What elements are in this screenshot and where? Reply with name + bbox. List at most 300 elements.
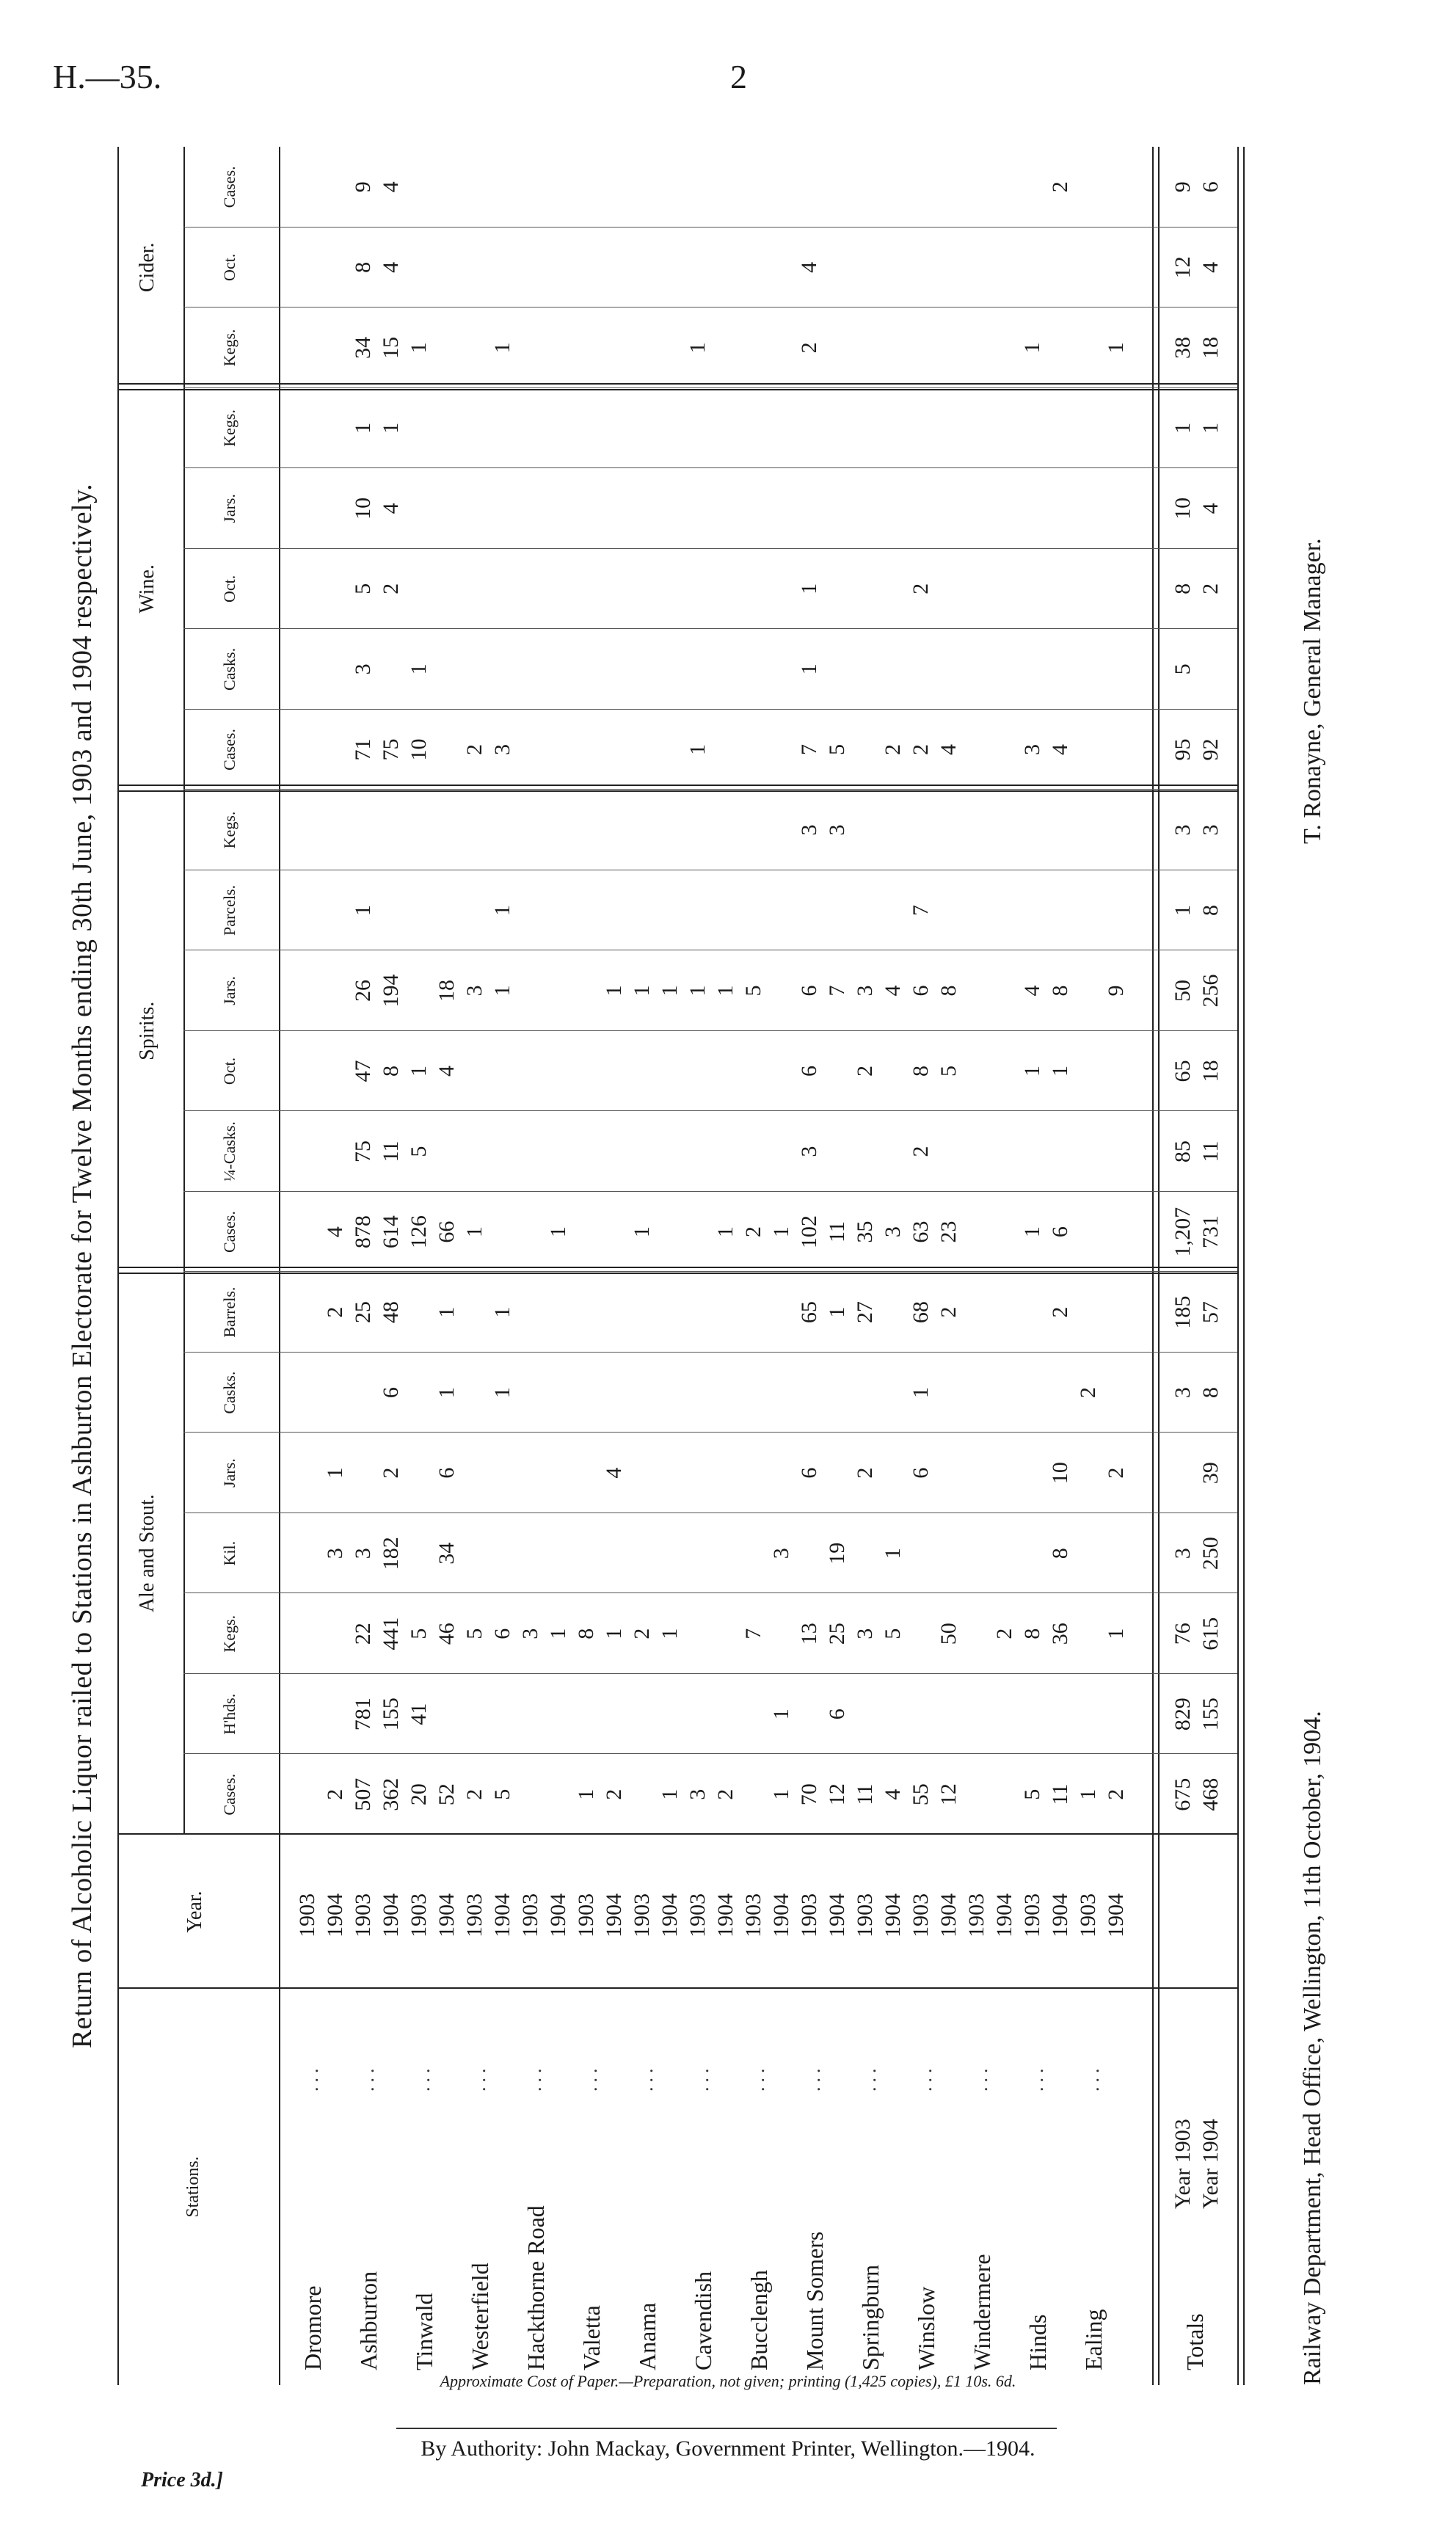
table-cell: 2 (379, 1467, 403, 1479)
station-name: Winslow (913, 2286, 939, 2370)
totals-cell: 5 (1171, 663, 1195, 675)
table-cell: 23 (936, 1220, 961, 1243)
row-year: 1903 (295, 1893, 319, 1937)
totals-cell: 155 (1198, 1697, 1223, 1731)
table-cell: 4 (434, 1066, 459, 1077)
table-cell: 3 (797, 1146, 821, 1157)
totals-year: Year 1903 (1171, 2119, 1195, 2209)
column-divider (183, 1673, 1237, 1674)
table-cell: 9 (1104, 985, 1128, 997)
table-cell: 5 (407, 1146, 431, 1157)
cost-of-paper: Approximate Cost of Paper.—Preparation, not given; printing (1,425 copies), £1 10s. 6d. (440, 2372, 1016, 2390)
table-cell: 10 (1048, 1462, 1072, 1485)
rotated-return-table (66, 147, 1387, 2385)
totals-cell: 92 (1198, 738, 1223, 761)
totals-cell: 250 (1198, 1537, 1223, 1570)
table-cell: 1 (685, 342, 710, 354)
leader-dots: ... (859, 2064, 880, 2092)
stations-header: Stations. (183, 2156, 203, 2218)
table-cell: 8 (1020, 1628, 1044, 1639)
table-cell: 1 (658, 985, 682, 997)
column-header: Jars. (220, 976, 239, 1005)
table-cell: 9 (351, 181, 375, 193)
column-header: Cases. (220, 1211, 239, 1253)
totals-cell: 95 (1171, 738, 1195, 761)
table-cell: 1 (602, 985, 626, 997)
manager-signature: T. Ronayne, General Manager. (1299, 538, 1326, 844)
table-cell: 1 (351, 422, 375, 434)
row-year: 1904 (546, 1893, 570, 1937)
table-cell: 1 (909, 1387, 933, 1399)
table-cell: 15 (379, 336, 403, 359)
table-cell: 2 (323, 1788, 347, 1800)
station-name: Westerfield (467, 2263, 493, 2370)
table-cell: 8 (936, 985, 961, 997)
totals-cell: 185 (1171, 1295, 1195, 1329)
table-cell: 5 (462, 1628, 487, 1639)
table-cell: 6 (434, 1467, 459, 1479)
totals-cell: 256 (1198, 974, 1223, 1008)
table-cell: 2 (797, 342, 821, 354)
table-cell: 4 (881, 1788, 905, 1800)
department-footer: Railway Department, Head Office, Wellington, 11th October, 1904. (1299, 1711, 1326, 2385)
table-cell: 55 (909, 1783, 933, 1806)
table-cell: 1 (658, 1788, 682, 1800)
table-cell: 41 (407, 1703, 431, 1725)
column-header: Casks. (220, 1371, 239, 1414)
totals-cell: 615 (1198, 1617, 1223, 1650)
table-cell: 1 (685, 743, 710, 755)
table-cell: 1 (434, 1387, 459, 1399)
table-cell: 2 (713, 1788, 738, 1800)
table-cell: 7 (797, 743, 821, 755)
totals-cell: 39 (1198, 1462, 1223, 1485)
column-header: Cases. (220, 729, 239, 771)
table-cell: 2 (853, 1467, 877, 1479)
table-cell: 507 (351, 1777, 375, 1811)
table-cell: 6 (797, 1467, 821, 1479)
table-cell: 19 (825, 1542, 849, 1565)
group-header: Ale and Stout. (136, 1494, 159, 1613)
table-cell: 1 (797, 583, 821, 594)
leader-dots: ... (636, 2064, 657, 2092)
row-year: 1903 (630, 1893, 654, 1937)
table-cell: 4 (379, 261, 403, 273)
row-year: 1903 (1020, 1893, 1044, 1937)
row-year: 1904 (992, 1893, 1016, 1937)
table-cell: 6 (797, 985, 821, 997)
row-year: 1903 (964, 1893, 989, 1937)
column-header: Oct. (220, 575, 239, 603)
table-cell: 6 (490, 1628, 514, 1639)
totals-cell: 65 (1171, 1060, 1195, 1082)
totals-cell: 8 (1198, 905, 1223, 916)
table-cell: 3 (351, 663, 375, 675)
row-year: 1904 (825, 1893, 849, 1937)
column-divider (183, 1110, 1237, 1111)
table-top-rule (117, 147, 119, 2385)
column-header: Jars. (220, 494, 239, 523)
row-year: 1903 (407, 1893, 431, 1937)
table-cell: 2 (881, 743, 905, 755)
table-cell: 25 (351, 1301, 375, 1324)
table-cell: 18 (434, 980, 459, 1002)
leader-dots: ... (691, 2064, 713, 2092)
column-header: Casks. (220, 647, 239, 691)
table-cell: 614 (379, 1215, 403, 1249)
totals-cell: 8 (1198, 1387, 1223, 1399)
row-year: 1903 (1076, 1893, 1100, 1937)
table-cell: 1 (825, 1306, 849, 1318)
group-header: Cider. (136, 242, 159, 293)
table-cell: 22 (351, 1623, 375, 1645)
table-cell: 1 (713, 985, 738, 997)
table-cell: 4 (323, 1226, 347, 1238)
column-header: Kegs. (220, 329, 239, 367)
table-cell: 2 (936, 1306, 961, 1318)
table-cell: 20 (407, 1783, 431, 1806)
table-cell: 1 (1104, 342, 1128, 354)
table-cell: 2 (909, 583, 933, 594)
station-name: Hinds (1024, 2314, 1051, 2370)
totals-cell: 8 (1171, 583, 1195, 594)
station-name: Cavendish (690, 2271, 716, 2370)
totals-cell: 11 (1198, 1140, 1223, 1162)
leader-dots: ... (357, 2064, 378, 2092)
table-cell: 11 (1048, 1783, 1072, 1805)
totals-cell: 12 (1171, 256, 1195, 279)
group-underline (183, 147, 185, 388)
year-header: Year. (183, 1890, 206, 1933)
table-cell: 5 (351, 583, 375, 594)
table-cell: 1 (407, 342, 431, 354)
leader-dots: ... (301, 2064, 322, 2092)
report-code: H.—35. (53, 58, 162, 95)
table-cell: 2 (853, 1066, 877, 1077)
table-cell: 878 (351, 1215, 375, 1249)
table-cell: 3 (351, 1548, 375, 1559)
table-cell: 1 (630, 1226, 654, 1238)
table-cell: 2 (992, 1628, 1016, 1639)
table-cell: 35 (853, 1220, 877, 1243)
station-name: Hackthorne Road (523, 2205, 549, 2370)
column-divider (183, 467, 1237, 468)
table-cell: 27 (853, 1301, 877, 1324)
table-cell: 68 (909, 1301, 933, 1324)
table-cell: 126 (407, 1215, 431, 1249)
totals-cell: 829 (1171, 1697, 1195, 1731)
totals-cell: 1 (1198, 422, 1223, 434)
station-name: Mount Somers (801, 2231, 828, 2370)
table-cell: 25 (825, 1623, 849, 1645)
table-cell: 3 (853, 1628, 877, 1639)
table-cell: 10 (351, 497, 375, 520)
column-header: Kegs. (220, 1615, 239, 1653)
group-header: Wine. (136, 564, 159, 614)
leader-dots: ... (914, 2064, 936, 2092)
row-year: 1903 (853, 1893, 877, 1937)
table-cell: 3 (853, 985, 877, 997)
table-cell: 3 (1020, 743, 1044, 755)
table-cell: 1 (546, 1226, 570, 1238)
table-cell: 48 (379, 1301, 403, 1324)
table-cell: 441 (379, 1617, 403, 1650)
column-header: H'hds. (220, 1693, 239, 1735)
table-cell: 4 (1020, 985, 1044, 997)
table-cell: 4 (1048, 743, 1072, 755)
table-cell: 2 (741, 1226, 765, 1238)
row-year: 1904 (658, 1893, 682, 1937)
table-cell: 2 (1076, 1387, 1100, 1399)
table-cell: 1 (462, 1226, 487, 1238)
table-cell: 4 (936, 743, 961, 755)
return-title: Return of Alcoholic Liquor railed to Stations in Ashburton Electorate for Twelve Months ending 30th June, 1903 and 1904 respectively. (67, 483, 98, 2049)
column-header: Parcels. (220, 884, 239, 936)
leader-dots: ... (468, 2064, 489, 2092)
table-cell: 1 (490, 1306, 514, 1318)
totals-cell: 2 (1198, 583, 1223, 594)
leader-dots: ... (580, 2064, 601, 2092)
group-underline (183, 388, 185, 790)
table-cell: 182 (379, 1537, 403, 1570)
totals-cell: 18 (1198, 336, 1223, 359)
table-cell: 11 (379, 1140, 403, 1162)
table-cell: 1 (1104, 1628, 1128, 1639)
table-cell: 3 (323, 1548, 347, 1559)
table-cell: 4 (881, 985, 905, 997)
totals-cell: 3 (1171, 1548, 1195, 1559)
table-cell: 3 (685, 1788, 710, 1800)
table-cell: 3 (769, 1548, 793, 1559)
table-cell: 6 (379, 1387, 403, 1399)
table-cell: 12 (936, 1783, 961, 1806)
table-cell: 1 (574, 1788, 598, 1800)
table-cell: 6 (909, 1467, 933, 1479)
table-cell: 1 (323, 1467, 347, 1479)
table-cell: 10 (407, 738, 431, 761)
station-name: Ashburton (355, 2271, 382, 2370)
column-divider (183, 387, 1237, 388)
table-cell: 3 (797, 824, 821, 836)
table-cell: 2 (1048, 181, 1072, 193)
totals-cell: 1 (1171, 905, 1195, 916)
table-cell: 7 (741, 1628, 765, 1639)
table-cell: 1 (351, 905, 375, 916)
table-cell: 1 (1020, 1226, 1044, 1238)
table-cell: 8 (909, 1066, 933, 1077)
table-cell: 1 (769, 1226, 793, 1238)
table-cell: 34 (434, 1542, 459, 1565)
leader-dots: ... (412, 2064, 434, 2092)
table-cell: 2 (602, 1788, 626, 1800)
table-cell: 2 (1104, 1788, 1128, 1800)
row-year: 1904 (881, 1893, 905, 1937)
table-cell: 2 (630, 1628, 654, 1639)
table-cell: 63 (909, 1220, 933, 1243)
row-year: 1903 (574, 1893, 598, 1937)
table-cell: 8 (379, 1066, 403, 1077)
row-year: 1904 (434, 1893, 459, 1937)
table-cell: 5 (825, 743, 849, 755)
leader-dots: ... (747, 2064, 768, 2092)
table-cell: 12 (825, 1783, 849, 1806)
column-header: Kegs. (220, 410, 239, 447)
leader-dots: ... (803, 2064, 824, 2092)
station-divider (117, 1987, 1237, 1989)
station-name: Windermere (969, 2254, 995, 2370)
row-year: 1903 (909, 1893, 933, 1937)
totals-rule (1152, 147, 1160, 2385)
column-divider (183, 548, 1237, 549)
table-cell: 13 (797, 1623, 821, 1645)
column-header: Jars. (220, 1458, 239, 1488)
table-cell: 1 (490, 342, 514, 354)
leader-dots: ... (970, 2064, 991, 2092)
table-cell: 46 (434, 1623, 459, 1645)
row-year: 1903 (351, 1893, 375, 1937)
totals-year: Year 1904 (1198, 2119, 1223, 2209)
table-cell: 7 (825, 985, 849, 997)
table-cell: 1 (434, 1306, 459, 1318)
table-cell: 34 (351, 336, 375, 359)
totals-cell: 675 (1171, 1777, 1195, 1811)
table-cell: 2 (1048, 1306, 1072, 1318)
leader-dots: ... (1082, 2064, 1103, 2092)
table-cell: 8 (1048, 1548, 1072, 1559)
row-year: 1903 (741, 1893, 765, 1937)
table-cell: 4 (379, 181, 403, 193)
column-divider (183, 227, 1237, 228)
column-header: Barrels. (220, 1286, 239, 1338)
table-cell: 5 (490, 1788, 514, 1800)
totals-cell: 38 (1171, 336, 1195, 359)
table-cell: 781 (351, 1697, 375, 1731)
table-cell: 1 (881, 1548, 905, 1559)
totals-cell: 18 (1198, 1060, 1223, 1082)
table-cell: 1 (769, 1788, 793, 1800)
totals-cell: 3 (1198, 824, 1223, 836)
table-cell: 102 (797, 1215, 821, 1249)
table-cell: 71 (351, 738, 375, 761)
column-divider (183, 789, 1237, 790)
totals-cell: 1,207 (1171, 1206, 1195, 1257)
table-cell: 2 (462, 743, 487, 755)
totals-label: Totals (1182, 2313, 1208, 2370)
table-cell: 7 (909, 905, 933, 916)
row-year: 1903 (518, 1893, 542, 1937)
totals-cell: 57 (1198, 1301, 1223, 1324)
row-year: 1904 (1104, 1893, 1128, 1937)
row-year: 1904 (1048, 1893, 1072, 1937)
column-header: Kegs. (220, 811, 239, 849)
totals-cell: 4 (1198, 503, 1223, 514)
table-cell: 155 (379, 1697, 403, 1731)
table-cell: 11 (853, 1783, 877, 1805)
table-cell: 2 (909, 1146, 933, 1157)
totals-cell: 85 (1171, 1140, 1195, 1163)
table-cell: 1 (490, 1387, 514, 1399)
table-cell: 75 (351, 1140, 375, 1163)
table-cell: 2 (1104, 1467, 1128, 1479)
table-cell: 65 (797, 1301, 821, 1324)
column-header: Cases. (220, 1773, 239, 1816)
table-cell: 2 (909, 743, 933, 755)
column-divider (183, 1030, 1237, 1031)
station-name: Springburn (857, 2265, 884, 2370)
row-year: 1904 (936, 1893, 961, 1937)
header-rule (279, 147, 280, 2385)
table-cell: 1 (769, 1708, 793, 1720)
table-cell: 6 (797, 1066, 821, 1077)
column-header: Kil. (220, 1540, 239, 1566)
column-divider (183, 628, 1237, 629)
table-cell: 1 (1020, 342, 1044, 354)
liquor-table (117, 147, 1292, 2385)
table-cell: 1 (713, 1226, 738, 1238)
row-year: 1904 (490, 1893, 514, 1937)
row-year: 1903 (462, 1893, 487, 1937)
page-number: 2 (730, 58, 747, 95)
table-cell: 1 (546, 1628, 570, 1639)
column-divider (183, 709, 1237, 710)
station-name: Dromore (299, 2285, 326, 2370)
station-name: Anama (634, 2302, 660, 2370)
table-cell: 26 (351, 980, 375, 1002)
totals-cell: 3 (1171, 824, 1195, 836)
station-name: Valetta (578, 2305, 605, 2370)
table-cell: 1 (797, 663, 821, 675)
table-cell: 8 (351, 261, 375, 273)
totals-cell: 6 (1198, 181, 1223, 193)
table-cell: 5 (1020, 1788, 1044, 1800)
totals-cell: 731 (1198, 1215, 1223, 1249)
table-cell: 11 (825, 1221, 849, 1243)
row-year: 1903 (797, 1893, 821, 1937)
totals-cell: 3 (1171, 1387, 1195, 1399)
table-cell: 194 (379, 974, 403, 1008)
group-underline (183, 1272, 185, 1835)
station-name: Tinwald (411, 2293, 437, 2370)
totals-cell: 50 (1171, 980, 1195, 1002)
table-cell: 75 (379, 738, 403, 761)
leader-dots: ... (1026, 2064, 1047, 2092)
table-cell: 1 (602, 1628, 626, 1639)
station-name: Bucclengh (746, 2270, 772, 2370)
table-cell: 1 (1048, 1066, 1072, 1077)
table-cell: 8 (1048, 985, 1072, 997)
authority-line: By Authority: John Mackay, Government Printer, Wellington.—1904. (421, 2436, 1035, 2461)
column-header: Oct. (220, 253, 239, 281)
table-cell: 1 (1076, 1788, 1100, 1800)
table-cell: 5 (881, 1628, 905, 1639)
column-header: ¼-Casks. (220, 1121, 239, 1182)
totals-cell: 76 (1171, 1623, 1195, 1645)
column-header: Oct. (220, 1057, 239, 1085)
table-cell: 36 (1048, 1623, 1072, 1645)
totals-cell: 1 (1171, 422, 1195, 434)
table-cell: 1 (1020, 1066, 1044, 1077)
table-cell: 4 (379, 503, 403, 514)
price-note: Price 3d.] (141, 2469, 223, 2491)
table-cell: 47 (351, 1060, 375, 1082)
table-cell: 5 (741, 985, 765, 997)
row-year: 1904 (602, 1893, 626, 1937)
row-year: 1903 (685, 1893, 710, 1937)
table-cell: 66 (434, 1220, 459, 1243)
table-cell: 1 (379, 422, 403, 434)
table-cell: 1 (658, 1628, 682, 1639)
table-cell: 6 (1048, 1226, 1072, 1238)
